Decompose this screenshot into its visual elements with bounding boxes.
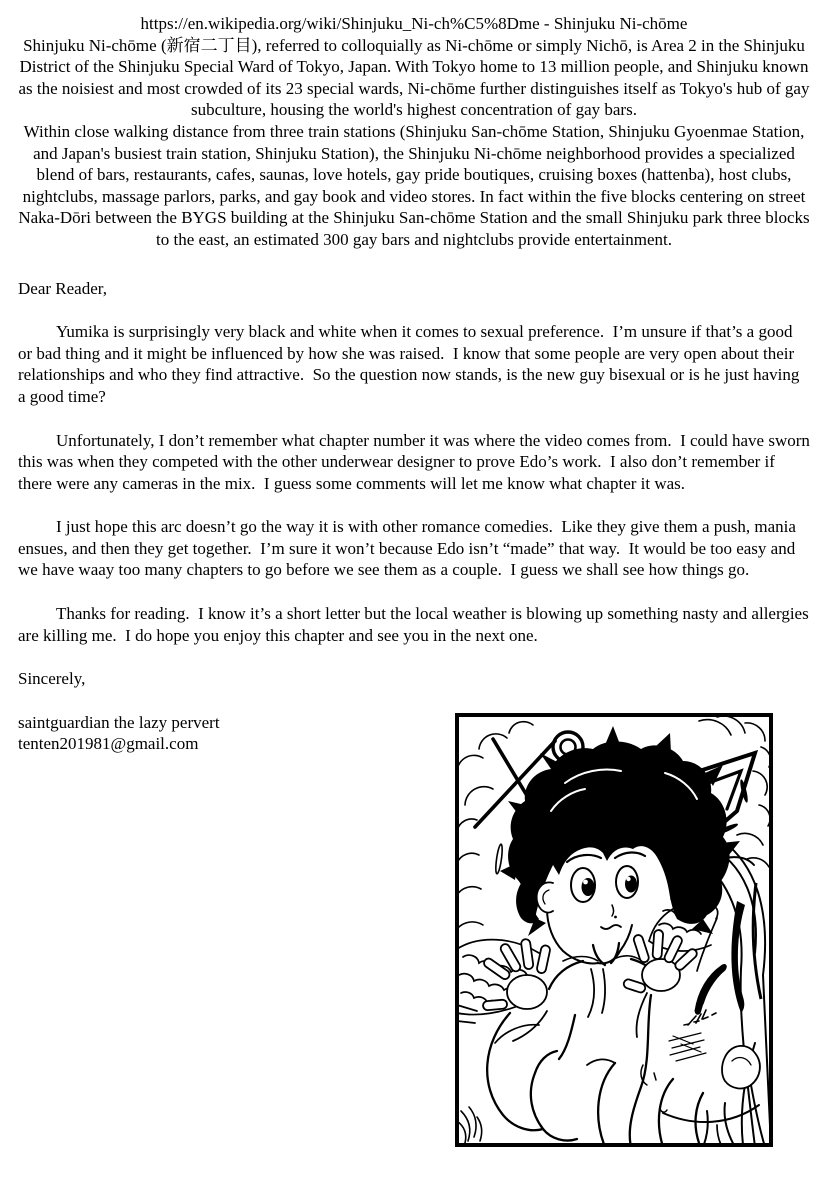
- manga-illustration-panel: [455, 713, 773, 1147]
- letter-paragraph-3: I just hope this arc doesn’t go the way it is with other romance comedies. Like they give them a push, mania ensues, and then they get together. I’m sure it won’t because Edo isn’t “made” that way. It would be too easy and we have waay too many chapters to go before we see them as a couple. I guess we shall see how things go.: [18, 517, 801, 580]
- letter-paragraph-2: Unfortunately, I don’t remember what chapter number it was where the video comes from. I could have sworn this was when they competed with the other underwear designer to prove Edo’s work. I also don’t remember if there were any cameras in the mix. I guess some comments will let me know what chapter it was.: [18, 430, 815, 493]
- signature-email: tenten201981@gmail.com: [18, 734, 199, 754]
- wiki-excerpt: [18, 13, 810, 251]
- wiki-paragraph-2: Within close walking distance from three train stations (Shinjuku San-chōme Station, Shinjuku Gyoenmae Station, and Japan's busiest train station, Shinjuku Station), the Shinjuku Ni-chōme neighborhood provides a specialized blend of bars, restaurants, cafes, saunas, love hotels, gay pride boutiques, cruising boxes (hattenba), host clubs, nightclubs, massage parlors, parks, and gay book and video stores. In fact within the five blocks centering on street Naka-Dōri between the BYGS building at the Shinjuku San-chōme Station and the small Shinjuku park three blocks to the east, an estimated 300 gay bars and nightclubs provide entertainment.: [18, 121, 810, 249]
- wiki-paragraph-1: Shinjuku Ni-chōme (新宿二丁目), referred to colloquially as Ni-chōme or simply Nichō, is Area 2 in the Shinjuku District of the Shinjuku Special Ward of Tokyo, Japan. With Tokyo home to 13 million people, and Shinjuku known as the noisiest and most crowded of its 23 special wards, Ni-chōme further distinguishes itself as Tokyo's hub of gay subculture, housing the world's highest concentration of gay bars.: [18, 35, 810, 120]
- cherub-manga-panel-image: [455, 713, 773, 1147]
- wikipedia-url-line: https://en.wikipedia.org/wiki/Shinjuku_Ni-ch%C5%8Dme - Shinjuku Ni-chōme: [140, 14, 688, 33]
- letter-paragraph-4: Thanks for reading. I know it’s a short letter but the local weather is blowing up something nasty and allergies are killing me. I do hope you enjoy this chapter and see you in the next one.: [18, 604, 813, 645]
- salutation: Dear Reader,: [18, 278, 107, 298]
- signature-name: saintguardian the lazy pervert: [18, 712, 220, 732]
- closing: Sincerely,: [18, 669, 86, 689]
- letter-paragraph-1: Yumika is surprisingly very black and white when it comes to sexual preference. I’m unsure if that’s a good or bad thing and it might be influenced by how she was raised. I know that some people are very open about their relationships and who they find attractive. So the question now stands, is the new guy bisexual or is he just having a good time?: [18, 322, 804, 406]
